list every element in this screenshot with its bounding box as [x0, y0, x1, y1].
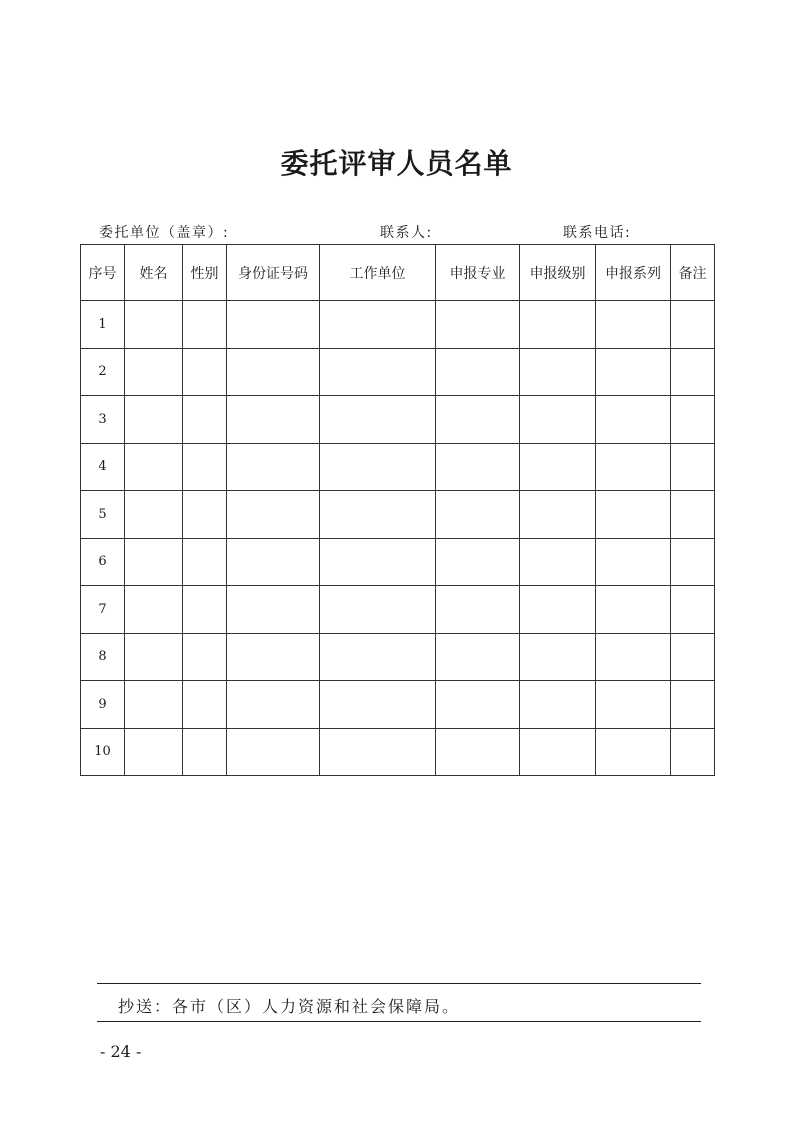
cell-series[interactable] [596, 348, 671, 396]
cell-series[interactable] [596, 396, 671, 444]
cell-id-number[interactable] [227, 301, 320, 349]
cell-series[interactable] [596, 586, 671, 634]
footer-divider-bottom [97, 1021, 701, 1022]
cell-id-number[interactable] [227, 396, 320, 444]
cell-name[interactable] [125, 538, 183, 586]
cell-seq: 4 [81, 443, 125, 491]
header-level: 申报级别 [520, 245, 596, 301]
cell-workplace[interactable] [320, 538, 436, 586]
header-specialty: 申报专业 [436, 245, 520, 301]
cell-series[interactable] [596, 633, 671, 681]
cell-seq: 9 [81, 681, 125, 729]
table-header-row [81, 245, 715, 301]
cell-specialty[interactable] [436, 301, 520, 349]
cell-remarks[interactable] [671, 681, 715, 729]
cell-gender[interactable] [183, 491, 227, 539]
table-row [81, 443, 715, 491]
cell-id-number[interactable] [227, 348, 320, 396]
cell-seq: 8 [81, 633, 125, 681]
cell-remarks[interactable] [671, 443, 715, 491]
table-row [81, 396, 715, 444]
table-row [81, 681, 715, 729]
cell-remarks[interactable] [671, 396, 715, 444]
header-id-number: 身份证号码 [227, 245, 320, 301]
cell-series[interactable] [596, 443, 671, 491]
cell-workplace[interactable] [320, 586, 436, 634]
unit-field-label: 委托单位（盖章）: [99, 225, 230, 241]
cell-seq: 6 [81, 538, 125, 586]
cell-remarks[interactable] [671, 491, 715, 539]
cell-id-number[interactable] [227, 586, 320, 634]
cell-seq: 1 [81, 301, 125, 349]
cell-name[interactable] [125, 633, 183, 681]
cell-id-number[interactable] [227, 491, 320, 539]
table-row [81, 348, 715, 396]
document-title: 委托评审人员名单 [280, 147, 513, 180]
cell-workplace[interactable] [320, 633, 436, 681]
cell-seq: 2 [81, 348, 125, 396]
cell-remarks[interactable] [671, 728, 715, 776]
header-workplace: 工作单位 [320, 245, 436, 301]
cell-remarks[interactable] [671, 301, 715, 349]
cell-gender[interactable] [183, 301, 227, 349]
cell-remarks[interactable] [671, 538, 715, 586]
cell-workplace[interactable] [320, 301, 436, 349]
cell-workplace[interactable] [320, 396, 436, 444]
cell-series[interactable] [596, 301, 671, 349]
cell-specialty[interactable] [436, 728, 520, 776]
cell-workplace[interactable] [320, 491, 436, 539]
cell-specialty[interactable] [436, 633, 520, 681]
cell-seq: 10 [81, 728, 125, 776]
cell-name[interactable] [125, 491, 183, 539]
cell-level[interactable] [520, 538, 596, 586]
cell-specialty[interactable] [436, 443, 520, 491]
cell-gender[interactable] [183, 633, 227, 681]
cell-workplace[interactable] [320, 728, 436, 776]
cell-name[interactable] [125, 396, 183, 444]
cell-gender[interactable] [183, 681, 227, 729]
cell-level[interactable] [520, 491, 596, 539]
page-number: - 24 - [100, 1042, 142, 1061]
cell-gender[interactable] [183, 396, 227, 444]
cell-remarks[interactable] [671, 633, 715, 681]
table-row [81, 633, 715, 681]
cell-name[interactable] [125, 443, 183, 491]
header-seq: 序号 [81, 245, 125, 301]
cell-gender[interactable] [183, 538, 227, 586]
cell-series[interactable] [596, 491, 671, 539]
cell-workplace[interactable] [320, 681, 436, 729]
cell-gender[interactable] [183, 443, 227, 491]
cell-gender[interactable] [183, 348, 227, 396]
cell-series[interactable] [596, 728, 671, 776]
cell-series[interactable] [596, 681, 671, 729]
footer-divider-top [97, 983, 701, 984]
cell-level[interactable] [520, 348, 596, 396]
cell-level[interactable] [520, 728, 596, 776]
cell-id-number[interactable] [227, 633, 320, 681]
cell-series[interactable] [596, 538, 671, 586]
cell-workplace[interactable] [320, 348, 436, 396]
cell-id-number[interactable] [227, 443, 320, 491]
cell-specialty[interactable] [436, 348, 520, 396]
phone-field-label: 联系电话: [563, 225, 632, 241]
header-name: 姓名 [125, 245, 183, 301]
cell-name[interactable] [125, 301, 183, 349]
cell-specialty[interactable] [436, 586, 520, 634]
cell-level[interactable] [520, 586, 596, 634]
cell-seq: 5 [81, 491, 125, 539]
table-row [81, 586, 715, 634]
cell-id-number[interactable] [227, 538, 320, 586]
cell-level[interactable] [520, 681, 596, 729]
cell-workplace[interactable] [320, 443, 436, 491]
cell-specialty[interactable] [436, 538, 520, 586]
cell-gender[interactable] [183, 586, 227, 634]
cc-line: 抄送：各市（区）人力资源和社会保障局。 [118, 997, 461, 1016]
table-row [81, 301, 715, 349]
table-row [81, 728, 715, 776]
header-remarks: 备注 [671, 245, 715, 301]
cell-name[interactable] [125, 348, 183, 396]
cell-gender[interactable] [183, 728, 227, 776]
header-gender: 性别 [183, 245, 227, 301]
header-series: 申报系列 [596, 245, 671, 301]
cell-name[interactable] [125, 728, 183, 776]
cell-specialty[interactable] [436, 491, 520, 539]
cell-remarks[interactable] [671, 586, 715, 634]
table-row [81, 491, 715, 539]
cell-id-number[interactable] [227, 728, 320, 776]
cell-id-number[interactable] [227, 681, 320, 729]
table-row [81, 538, 715, 586]
cell-remarks[interactable] [671, 348, 715, 396]
cell-seq: 3 [81, 396, 125, 444]
cell-name[interactable] [125, 586, 183, 634]
cell-seq: 7 [81, 586, 125, 634]
cell-level[interactable] [520, 443, 596, 491]
contact-field-label: 联系人: [380, 225, 433, 241]
cell-specialty[interactable] [436, 681, 520, 729]
cell-specialty[interactable] [436, 396, 520, 444]
cell-level[interactable] [520, 396, 596, 444]
cell-name[interactable] [125, 681, 183, 729]
cell-level[interactable] [520, 301, 596, 349]
roster-table [80, 244, 715, 776]
cell-level[interactable] [520, 633, 596, 681]
